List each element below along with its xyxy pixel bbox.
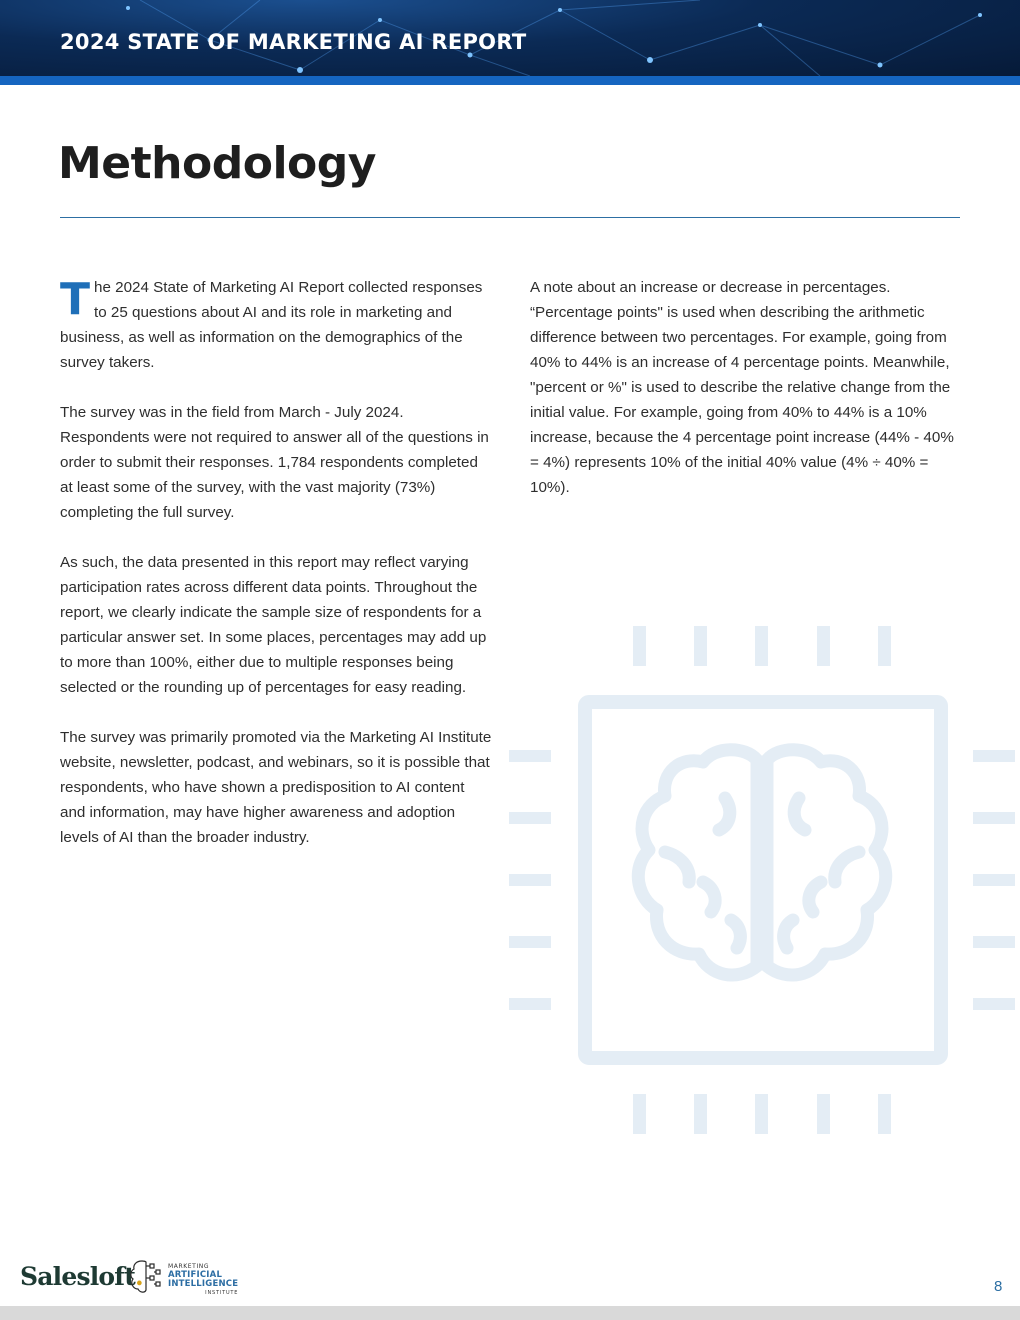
brain-chip-icon: [505, 620, 1017, 1140]
left-text-column: [60, 275, 492, 875]
paragraph-intro-text: he 2024 State of Marketing AI Report collected responses to 25 questions about AI and its role in marketing and business, as well as information on the demographics of the survey takers.: [60, 279, 483, 371]
footer-bar: [0, 1306, 1020, 1320]
salesloft-logo-dot: .: [135, 1262, 143, 1291]
drop-cap: T: [60, 274, 91, 325]
paragraph-percentage-note: A note about an increase or decrease in percentages. “Percentage points" is used when describing the arithmetic difference between two percentages. For example, going from 40% to 44% is an increase of 4 percentage points. Meanwhile, "percent or %" is used to describe the relative change from the initial value. For example, going from 40% to 44% is a 10% increase, because the 4 percentage point increase (44% - 40% = 4%) represents 10% of the initial 40% value (4% ÷ 40% = 10%).: [530, 279, 954, 496]
mai-institute-logo-text: [168, 1262, 238, 1298]
report-title: 2024 STATE OF MARKETING AI REPORT: [60, 30, 527, 54]
paragraph-survey-field: The survey was in the field from March - July 2024. Respondents were not required to answer all of the questions in order to submit their responses. 1,784 respondents completed at least some of the survey, with the vast majority (73%) completing the full survey.: [60, 404, 489, 521]
mai-logo-line-intelligence: INTELLIGENCE: [168, 1279, 239, 1289]
salesloft-logo: [20, 1262, 143, 1291]
brain-circuit-icon: [128, 1257, 166, 1295]
paragraph-intro: [60, 275, 492, 375]
mai-logo-line-institute: INSTITUTE: [205, 1290, 239, 1296]
paragraph-participation: As such, the data presented in this report may reflect varying participation rates across different data points. Throughout the report, we clearly indicate the sample size of respondents for a particular answer set. In some places, percentages may add up to more than 100%, either due to multiple responses being selected or the rounding up of percentages for easy reading.: [60, 554, 487, 696]
mai-logo-line-artificial: ARTIFICIAL: [168, 1270, 223, 1280]
header-banner: [0, 0, 1020, 76]
page-number: 8: [994, 1278, 1003, 1295]
right-text-column: [530, 275, 962, 525]
mai-logo-line-marketing: MARKETING: [168, 1263, 210, 1270]
header-accent-stripe: [0, 76, 1020, 85]
salesloft-logo-text: Salesloft: [20, 1262, 136, 1291]
title-divider: [60, 217, 960, 218]
page-title: Methodology: [58, 138, 376, 189]
paragraph-promotion: The survey was primarily promoted via the Marketing AI Institute website, newsletter, podcast, and webinars, so it is possible that respondents, who have shown a predisposition to AI content and information, may have higher awareness and adoption levels of AI than the broader industry.: [60, 729, 492, 846]
